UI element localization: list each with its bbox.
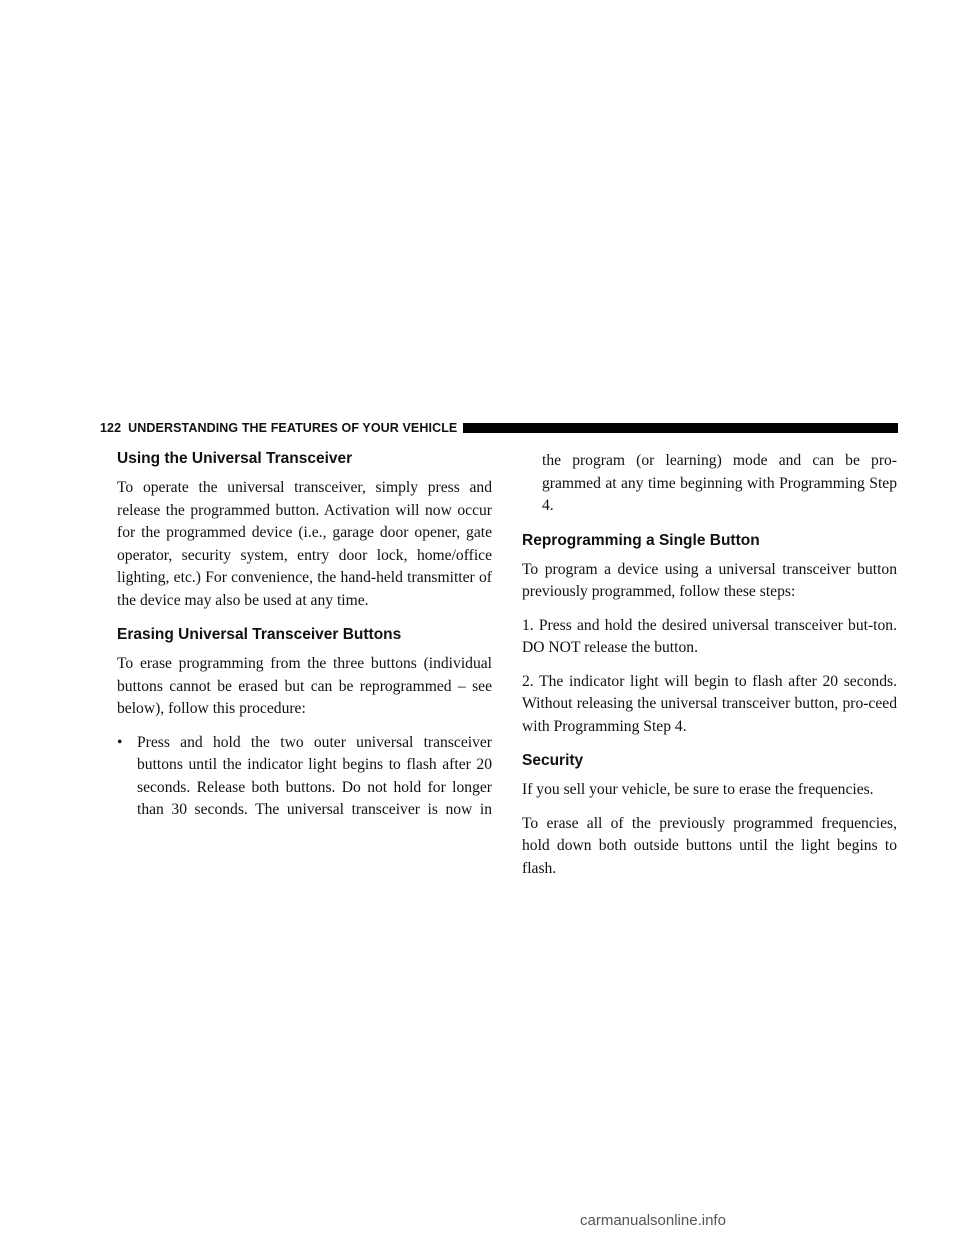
- running-header: [100, 419, 898, 437]
- paragraph-step-1: 1. Press and hold the desired universal transceiver but-ton. DO NOT release the button.: [522, 616, 897, 656]
- section-title-erasing: Erasing Universal Transceiver Buttons: [117, 626, 402, 643]
- paragraph-step-2: 2. The indicator light will begin to flash after 20 seconds. Without releasing the universal transceiver button, pro-ceed with Programming Step 4.: [522, 672, 897, 735]
- left-column: [117, 450, 492, 822]
- section-title-reprogramming: Reprogramming a Single Button: [522, 531, 760, 549]
- watermark: carmanualsonline.info: [580, 1212, 726, 1229]
- right-column: [522, 450, 897, 891]
- header-rule: [463, 423, 898, 433]
- section-title-security: Security: [522, 752, 584, 769]
- paragraph-security-1: If you sell your vehicle, be sure to erase the frequencies.: [522, 781, 874, 798]
- bullet-icon: •: [117, 733, 123, 751]
- section-title-using: Using the Universal Transceiver: [117, 450, 353, 467]
- running-head-title: UNDERSTANDING THE FEATURES OF YOUR VEHICLE: [128, 421, 458, 435]
- page-number: 122: [100, 421, 122, 435]
- bullet-continuation: the program (or learning) mode and can be pro-grammed at any time beginning with Programming Step 4.: [542, 452, 897, 514]
- bullet-item: [117, 732, 492, 822]
- paragraph-security-2: To erase all of the previously programmed frequencies, hold down both outside buttons until the light begins to flash.: [522, 814, 897, 877]
- paragraph-erasing: To erase programming from the three buttons (individual buttons cannot be erased but can be reprogrammed – see below), follow this procedure:: [117, 655, 492, 717]
- bullet-text: Press and hold the two outer universal transceiver buttons until the indicator light begins to flash after 20 seconds. Release both buttons. Do not hold for longer than 30 seconds. The universal transceiver is now in: [137, 733, 492, 818]
- paragraph-using: To operate the universal transceiver, simply press and release the programmed button. Activation will now occur for the programmed device (i.e., garage door opener, gate operator, security system, entry door lock, home/office lighting, etc.) For convenience, the hand-held transmitter of the device may also be used at any time.: [117, 479, 492, 609]
- paragraph-reprogramming-intro: To program a device using a universal transceiver button previously programmed, follow these steps:: [522, 560, 897, 600]
